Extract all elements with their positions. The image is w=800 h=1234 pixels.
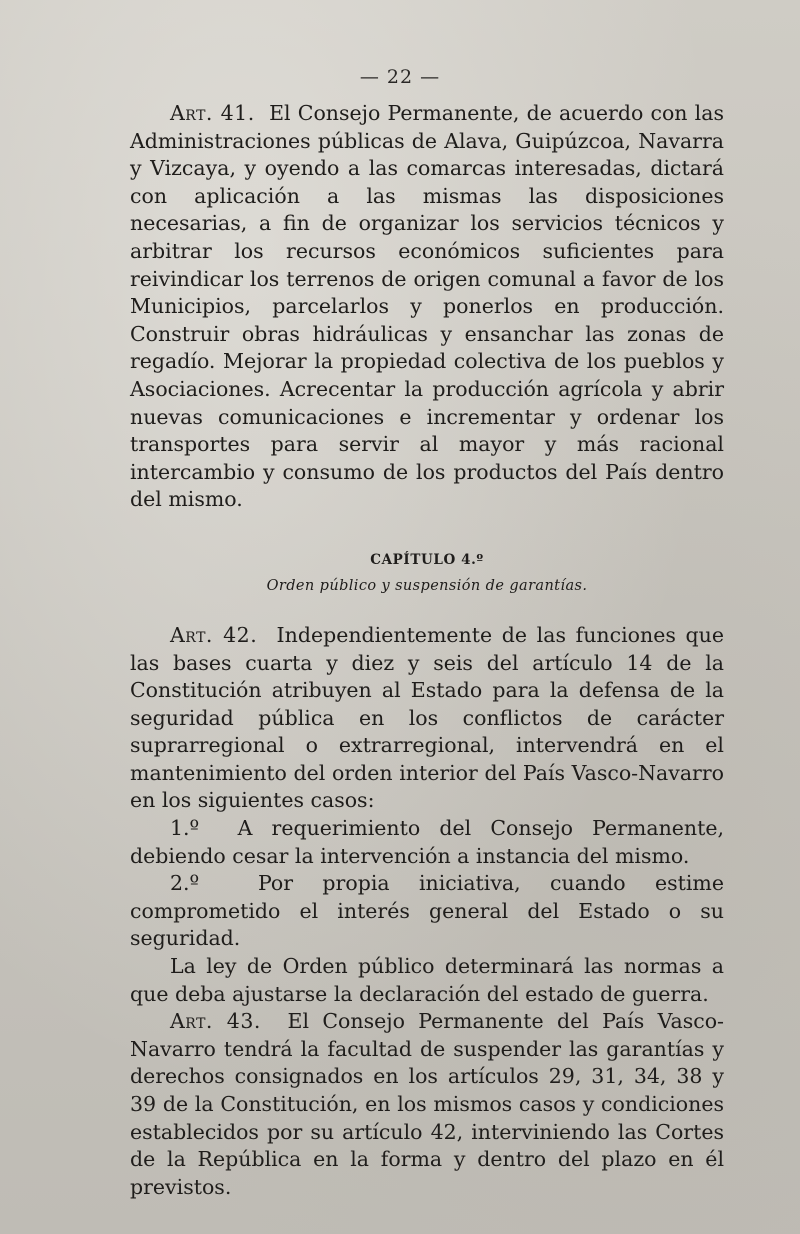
item-number: 2.º <box>170 871 200 896</box>
article-43 <box>130 1008 724 1201</box>
article-43-text: El Consejo Permanente del País Vasco-Navarro tendrá la facultad de suspender las garantías y derechos consignados en los artículos 29, 31, 34, 38 y 39 de la Constitución, en los mismos casos y condiciones establecidos por su artículo 42, interviniendo las Cortes de la República en la forma y dentro del plazo en él previstos. <box>130 1009 724 1199</box>
article-42-closing: La ley de Orden público determinará las normas a que deba ajustarse la declaración del estado de guerra. <box>130 954 724 1006</box>
article-42-text: Independientemente de las funciones que las bases cuarta y diez y seis del artículo 14 de la Constitución atribuyen al Estado para la defensa de la seguridad pública en los conflictos de carácter suprarregional o extrarregional, intervendrá en el mantenimiento del orden interior del País Vasco-Navarro en los siguientes casos: <box>130 622 724 813</box>
page-number: — 22 — <box>359 66 441 88</box>
article-42-label: Art. 42. <box>170 622 258 647</box>
item-number: 1.º <box>170 816 200 841</box>
article-41-label: Art. 41. <box>170 101 255 125</box>
article-41 <box>130 100 724 514</box>
article-42-item-2 <box>130 870 724 953</box>
article-42-item-1 <box>130 815 724 870</box>
chapter-heading <box>130 550 724 596</box>
chapter-subtitle: Orden público y suspensión de garantías. <box>266 577 588 594</box>
article-43-label: Art. 43. <box>170 1009 261 1034</box>
item-text: A requerimiento del Consejo Permanente, debiendo cesar la intervención a instancia del mismo. <box>130 816 724 868</box>
chapter-title: CAPÍTULO 4.º <box>370 551 484 568</box>
item-text: Por propia iniciativa, cuando estime comprometido el interés general del Estado o su seguridad. <box>130 871 724 951</box>
article-41-text: El Consejo Permanente, de acuerdo con las Administraciones públicas de Alava, Guipúzcoa, Navarra y Vizcaya, y oyendo a las comarcas interesadas, dictará con aplicación a las mismas las disposiciones necesarias, a fin de organizar los servicios técnicos y arbitrar los recursos económicos suficientes para reivindicar los terrenos de origen comunal a favor de los Municipios, parcelarlos y ponerlos en producción. Construir obras hidráulicas y ensanchar las zonas de regadío. Mejorar la propiedad colectiva de los pueblos y Asociaciones. Acrecentar la producción agrícola y abrir nuevas comunicaciones e incrementar y ordenar los transportes para servir al mayor y más racional intercambio y consumo de los productos del País dentro del mismo. <box>130 101 724 512</box>
page-content <box>130 100 724 1201</box>
article-42 <box>130 622 724 815</box>
